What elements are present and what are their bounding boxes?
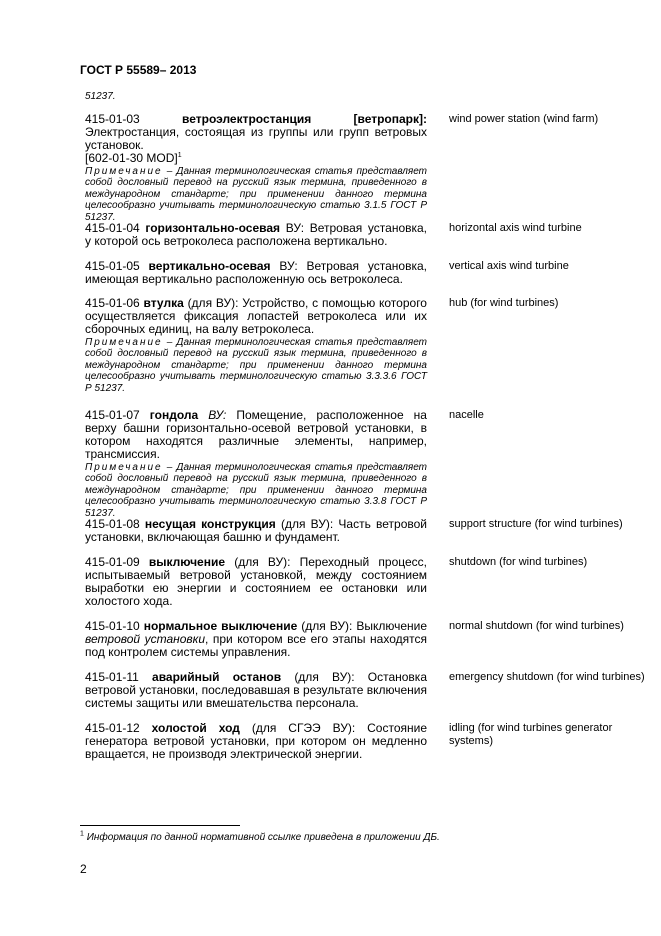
term-en: shutdown (for wind turbines) xyxy=(449,556,588,568)
term-name: вертикально-осевая xyxy=(148,259,271,273)
term-qualifier: (для СГЭЭ ВУ): xyxy=(251,721,356,735)
term-en: nacelle xyxy=(449,409,484,421)
term-name: несущая конструкция xyxy=(144,517,276,531)
term-ru xyxy=(85,556,427,608)
term-ru xyxy=(85,222,427,248)
footnote-text: Информация по данной нормативной ссылке приведена в приложении ДБ. xyxy=(86,832,440,843)
term-qualifier: (для ВУ): xyxy=(280,517,334,531)
term-qualifier: (для ВУ): xyxy=(187,296,239,310)
term-name: холостой ход xyxy=(151,721,240,735)
note-label: Примечание xyxy=(85,166,163,177)
term-definition: Ветровая установка, у которой ось ветроколеса расположена вертикально. xyxy=(85,221,428,248)
note-text: – Данная терминологическая статья представляет собой дословный перевод на русский язык термина, приведенного в международном стандарте; при применении данного термина целесообразно учитывать терминологическую статью 3.3.8 ГОСТ Р 51237. xyxy=(85,462,427,519)
term-id: 415-01-07 xyxy=(85,408,140,422)
term-id: 415-01-03 xyxy=(85,112,140,126)
term-definition: Ветровая установка, имеющая вертикально расположенную ось ветроколеса. xyxy=(85,259,427,286)
term-qualifier: ВУ: xyxy=(208,408,227,422)
term-ru xyxy=(85,260,427,286)
term-id: 415-01-09 xyxy=(85,555,140,569)
term-ru xyxy=(85,113,427,223)
term-definition: , при котором все его этапы находятся под контролем системы управления. xyxy=(85,632,427,659)
term-name: аварийный останов xyxy=(152,670,282,684)
document-code: ГОСТ Р 55589– 2013 xyxy=(80,63,197,77)
term-definition: Остановка ветровой установки, последовавшая в результате включения системы защиты или вмешательства персонала. xyxy=(85,670,427,710)
term-note xyxy=(85,166,427,223)
term-id: 415-01-12 xyxy=(85,721,140,735)
term-id: 415-01-05 xyxy=(85,259,140,273)
term-qualifier: ВУ: xyxy=(285,221,305,235)
term-en: normal shutdown (for wind turbines) xyxy=(449,620,624,632)
term-definition: Помещение, расположенное на верху башни горизонтально-осевой ветровой установки, в котором находятся различные элементы, например, трансмиссия. xyxy=(85,408,427,461)
term-qualifier: (для ВУ): xyxy=(234,555,291,569)
term-name: горизонтально-осевая xyxy=(145,221,281,235)
term-ru xyxy=(85,518,427,544)
term-name: втулка xyxy=(143,296,184,310)
term-id: 415-01-08 xyxy=(85,517,140,531)
term-note xyxy=(85,337,427,394)
term-qualifier: (для ВУ): xyxy=(294,670,355,684)
term-definition-start: Выключение xyxy=(356,619,427,633)
term-en: emergency shutdown (for wind turbines) xyxy=(449,671,645,683)
term-qualifier: (для ВУ): xyxy=(301,619,353,633)
note-text: – Данная терминологическая статья представляет собой дословный перевод на русский язык термина, приведенного в международном стандарте; при применении данного термина целесообразно учитывать терминологическую статью 3.3.3.6 ГОСТ Р 51237. xyxy=(85,337,427,394)
term-name: выключение xyxy=(148,555,226,569)
term-definition: Состояние генератора ветровой установки, при котором он медленно вращается, не производя электрической энергии. xyxy=(85,721,428,761)
term-ru xyxy=(85,297,427,394)
term-definition: Часть ветровой установки, включающая башню и фундамент. xyxy=(85,517,428,544)
term-id: 415-01-10 xyxy=(85,619,140,633)
term-ru xyxy=(85,409,427,519)
term-ru xyxy=(85,722,427,761)
term-id: 415-01-04 xyxy=(85,221,140,235)
term-definition: Устройство, с помощью которого осуществляется фиксация лопастей ветроколеса или их сборочных единиц, на валу ветроколеса. xyxy=(85,296,427,336)
note-label: Примечание xyxy=(85,462,163,473)
page-number: 2 xyxy=(80,862,87,876)
term-reference: [602-01-30 MOD] xyxy=(85,151,178,165)
note-text: – Данная терминологическая статья представляет собой дословный перевод на русский язык термина, приведенного в международном стандарте; при применении данного термина целесообразно учитывать терминологическую статью 3.1.5 ГОСТ Р 51237. xyxy=(85,166,427,223)
term-en: horizontal axis wind turbine xyxy=(449,222,582,234)
footnote xyxy=(80,832,440,843)
term-en: wind power station (wind farm) xyxy=(449,113,599,125)
term-name: гондола xyxy=(149,408,199,422)
term-qualifier: ВУ: xyxy=(279,259,298,273)
term-en: vertical axis wind turbine xyxy=(449,260,569,272)
term-en: hub (for wind turbines) xyxy=(449,297,559,309)
term-name: нормальное выключение xyxy=(143,619,298,633)
continued-note: 51237. xyxy=(85,91,116,102)
footnote-mark: 1 xyxy=(80,830,84,838)
term-id: 415-01-06 xyxy=(85,296,140,310)
term-en: support structure (for wind turbines) xyxy=(449,518,623,530)
term-note xyxy=(85,462,427,519)
term-en: idling (for wind turbines generator systems) xyxy=(449,722,613,747)
term-ru xyxy=(85,620,427,659)
note-label: Примечание xyxy=(85,337,163,348)
footnote-divider xyxy=(80,825,240,826)
term-definition-italic: ветровой установки xyxy=(85,632,206,646)
term-ru xyxy=(85,671,427,710)
footnote-mark: 1 xyxy=(177,152,182,159)
term-name: ветроэлектростанция [ветропарк]: xyxy=(182,112,427,126)
term-definition: Переходный процесс, испытываемый ветровой установкой, между состоянием выработки ею энергии и состоянием ее остановки или холостого хода. xyxy=(85,555,427,608)
term-definition: Электростанция, состоящая из группы или групп ветровых установок. xyxy=(85,125,427,152)
term-id: 415-01-11 xyxy=(85,670,139,684)
